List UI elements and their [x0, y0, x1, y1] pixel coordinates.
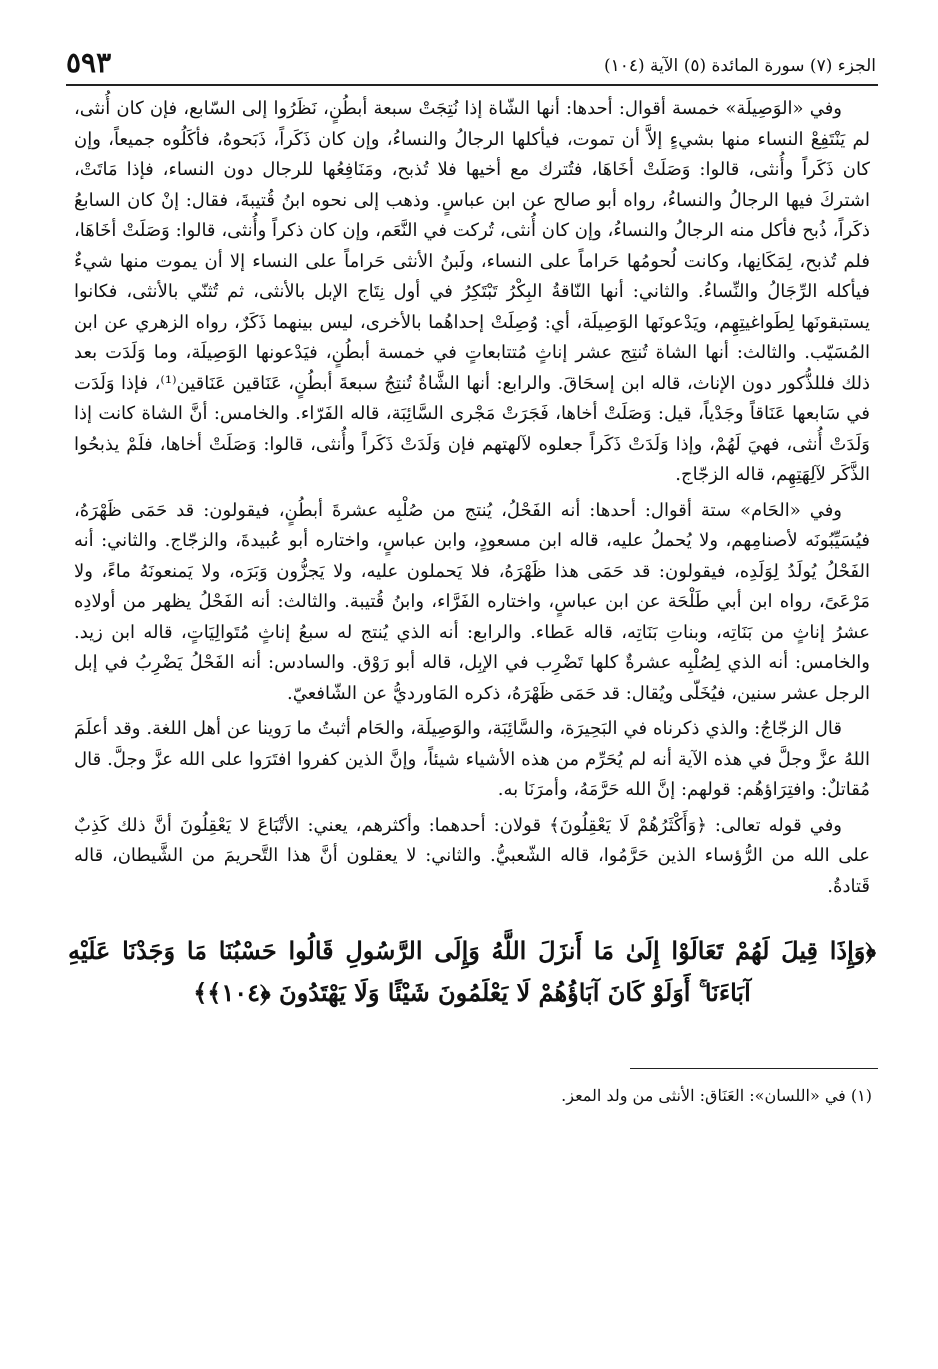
footnote: (١) في «اللسان»: العَنَاق: الأنثى من ولد المعز. — [561, 1086, 872, 1105]
page-body — [66, 94, 878, 1109]
page-header — [66, 42, 878, 86]
paragraph-zajjaj: قال الزجّاجُ: والذي ذكرناه في البَحِيرَة، والسَّائِبَة، والوَصِيلَة، والحَام أثبتُ ما رَوينا عن أهل اللغة. وقد أعلَمَ اللهُ عزَّ وجلَّ في هذه الآية أنه لم يُحَرِّم من هذه الأشياء شيئاً، وإنَّ الذين كفروا افتَرَوا على الله عزَّ وجلَّ. قال مُقاتلٌ: وافتِرَاؤهُم: قولهم: إنَّ الله حَرَّمَهُ، وأمرَنَا به. — [74, 718, 870, 800]
quran-verse: ﴿وَإِذَا قِيلَ لَهُمْ تَعَالَوْا إِلَىٰ مَا أَنزَلَ اللَّهُ وَإِلَى الرَّسُولِ قَالُوا حَسْبُنَا مَا وَجَدْنَا عَلَيْهِ آبَاءَنَا ۚ أَوَلَوْ كَانَ آبَاؤُهُمْ لَا يَعْلَمُونَ شَيْئًا وَلَا يَهْتَدُونَ ﴿١٠٤﴾﴾ — [68, 936, 876, 1007]
paragraph-verse-commentary: وفي قوله تعالى: ﴿وَأَكْثَرُهُمْ لَا يَعْقِلُونَ﴾ قولان: أحدهما: وأكثرهم، يعني: الأتْبَاعَ لا يَعْقِلُونَ أنَّ ذلك كَذِبٌ على الله من الرُّؤساء الذين حَرَّمُوا، قاله الشّعبيُّ. والثاني: لا يعقلون أنَّ هذا التَّحريمَ من الشَّيطان، قاله قَتادةُ. — [74, 814, 870, 897]
paragraph-ham: وفي «الحَام» ستة أقوال: أحدها: أنه الفَحْلُ، يُنتج من صُلْبِه عشرةَ أبطُنٍ، فيقولون: قد حَمَى ظَهْرَهُ، فيُسَيِّبُونَه لأصنامِهم، ولا يُحملُ عليه، قاله ابن مسعودٍ، وابن عباسٍ، واختاره أبو عُبيدةَ، والزجّاج. والثاني: أنه الفَحْلُ يُولَدُ لِوَلَدِه، فيقولون: قد حَمَى هذا ظَهْرَهُ، فلا يَحملون عليه، ولا يَجزُّون وَبَرَه، ولا يَمنعونَهُ ماءً، ولا مَرْعَىً، رواه ابن أبي طَلْحَة عن ابن عباسٍ، واختاره الفَرَّاء، وابنُ قُتيبة. والثالث: أنه الفَحْلُ يظهر من أولادِه عشرُ إناثٍ من بَنَاتِه، وبناتِ بَنَاتِه، قاله عَطاء. والرابع: أنه الذي يُنتج له سبعُ إناثٍ مُتَوالِيَاتٍ، قاله ابن زيد. والخامس: أنه الذي لِصُلْبِه عشرةٌ كلها تَضْرِب في الإبِل، قاله أبو رَوْق. والسادس: أنه الفَحْلُ يَضْرِبُ في إبل الرجل عشر سنين، فيُخَلّى ويُقال: قد حَمَى ظَهْرَهُ، ذكره المَاورديُّ عن الشّافعيّ. — [74, 499, 870, 704]
running-header: الجزء (٧) سورة المائدة (٥) الآية (١٠٤) — [603, 56, 876, 76]
paragraph-wasila: وفي «الوَصِيلَة» خمسة أقوال: أحدها: أنها الشّاة إذا نُتِجَتْ سبعة أبطُنٍ، نَظَرُوا إلى السّابع، فإن كان أُنثى، لم يَنْتَفِعْ النساء منها بشيءٍ إلاَّ أن تموت، فيأكلها الرجالُ والنساءُ، وإن كان ذَكَراً، ذَبَحوهُ، فأكَلُوه جميعاً، وإن كان ذَكَراً وأُنثى، قالوا: وَصَلَتْ أخَاهَا، فتُترك مع أخيها فلا تُذبح، ومَنَافِعُها للرجال دون النساء، فإذا مَاتَتْ، اشتركَ فيها الرجالُ والنساءُ، رواه أبو صالح عن ابن عباسٍ. وذهب إلى نحوه ابنُ قُتيبةَ، فقال: إنْ كان السابعُ ذكَراً، ذُبح فأكل منه الرجالُ والنساءُ، وإن كان أُنثى، تُركت في النَّعَم، وإن كان ذكراً وأُنثى، قالوا: وَصَلَتْ أخَاهَا، فلم تُذبح، لِمَكَانِها، وكانت لُحومُها حَراماً على النساء، ولَبنُ الأنثى حَراماً على النساء إلا أن يموت منها شيءٌ فيأكله الرِّجَالُ والنِّساءُ. والثاني: أنها النّاقةُ البِكْرُ تَبْتَكِرُ في أول نِتَاج الإبل بالأنثى، ثم تُثنّي بالأنثى، فكانوا يستبقونَها لِطَواغيتِهِم، ويَدْعونَها الوَصِيلَة، أي: وُصِلَتْ إحداهُما بالأخرى، ليس بينهما ذَكَرٌ، رواه الزهري عن ابن المُسَيّب. والثالث: أنها الشاة تُنتِج عشر إناثٍ مُتتابعاتٍ في خمسة أبطُنٍ، فيَدْعونها الوَصِيلَة، وما وَلَدَت بعد ذلك فللذُّكور دون الإناث، قاله ابن إسحَاقَ. والرابع: أنها الشَّاةُ تُنتِجُ سبعةَ أبطُنٍ، عَنَاقين عَنَاقين⁽¹⁾، فإذا وَلَدَت في سَابعها عَنَاقاً وجَدْياً، قيل: وَصَلَتْ أخاها، فَجَرَتْ مَجْرى السَّائِبَة، قاله الفَرّاء. والخامس: أنَّ الشاة كانت إذا وَلَدَتْ أُنثى، فهيَ لَهُمْ، وإذا وَلَدَتْ ذَكَراً جعلوه لآلهتهم فإن وَلَدَتْ ذَكَراً وأُنثى، قالوا: وَصَلَتْ أخاها، فلَمْ يذبحُوا الذَّكَر لآلِهَتِهِم، قاله الزجّاج. — [74, 98, 870, 485]
page-number: ٥٩٣ — [66, 46, 112, 79]
book-page — [66, 42, 878, 1109]
footnote-divider — [630, 1068, 878, 1069]
